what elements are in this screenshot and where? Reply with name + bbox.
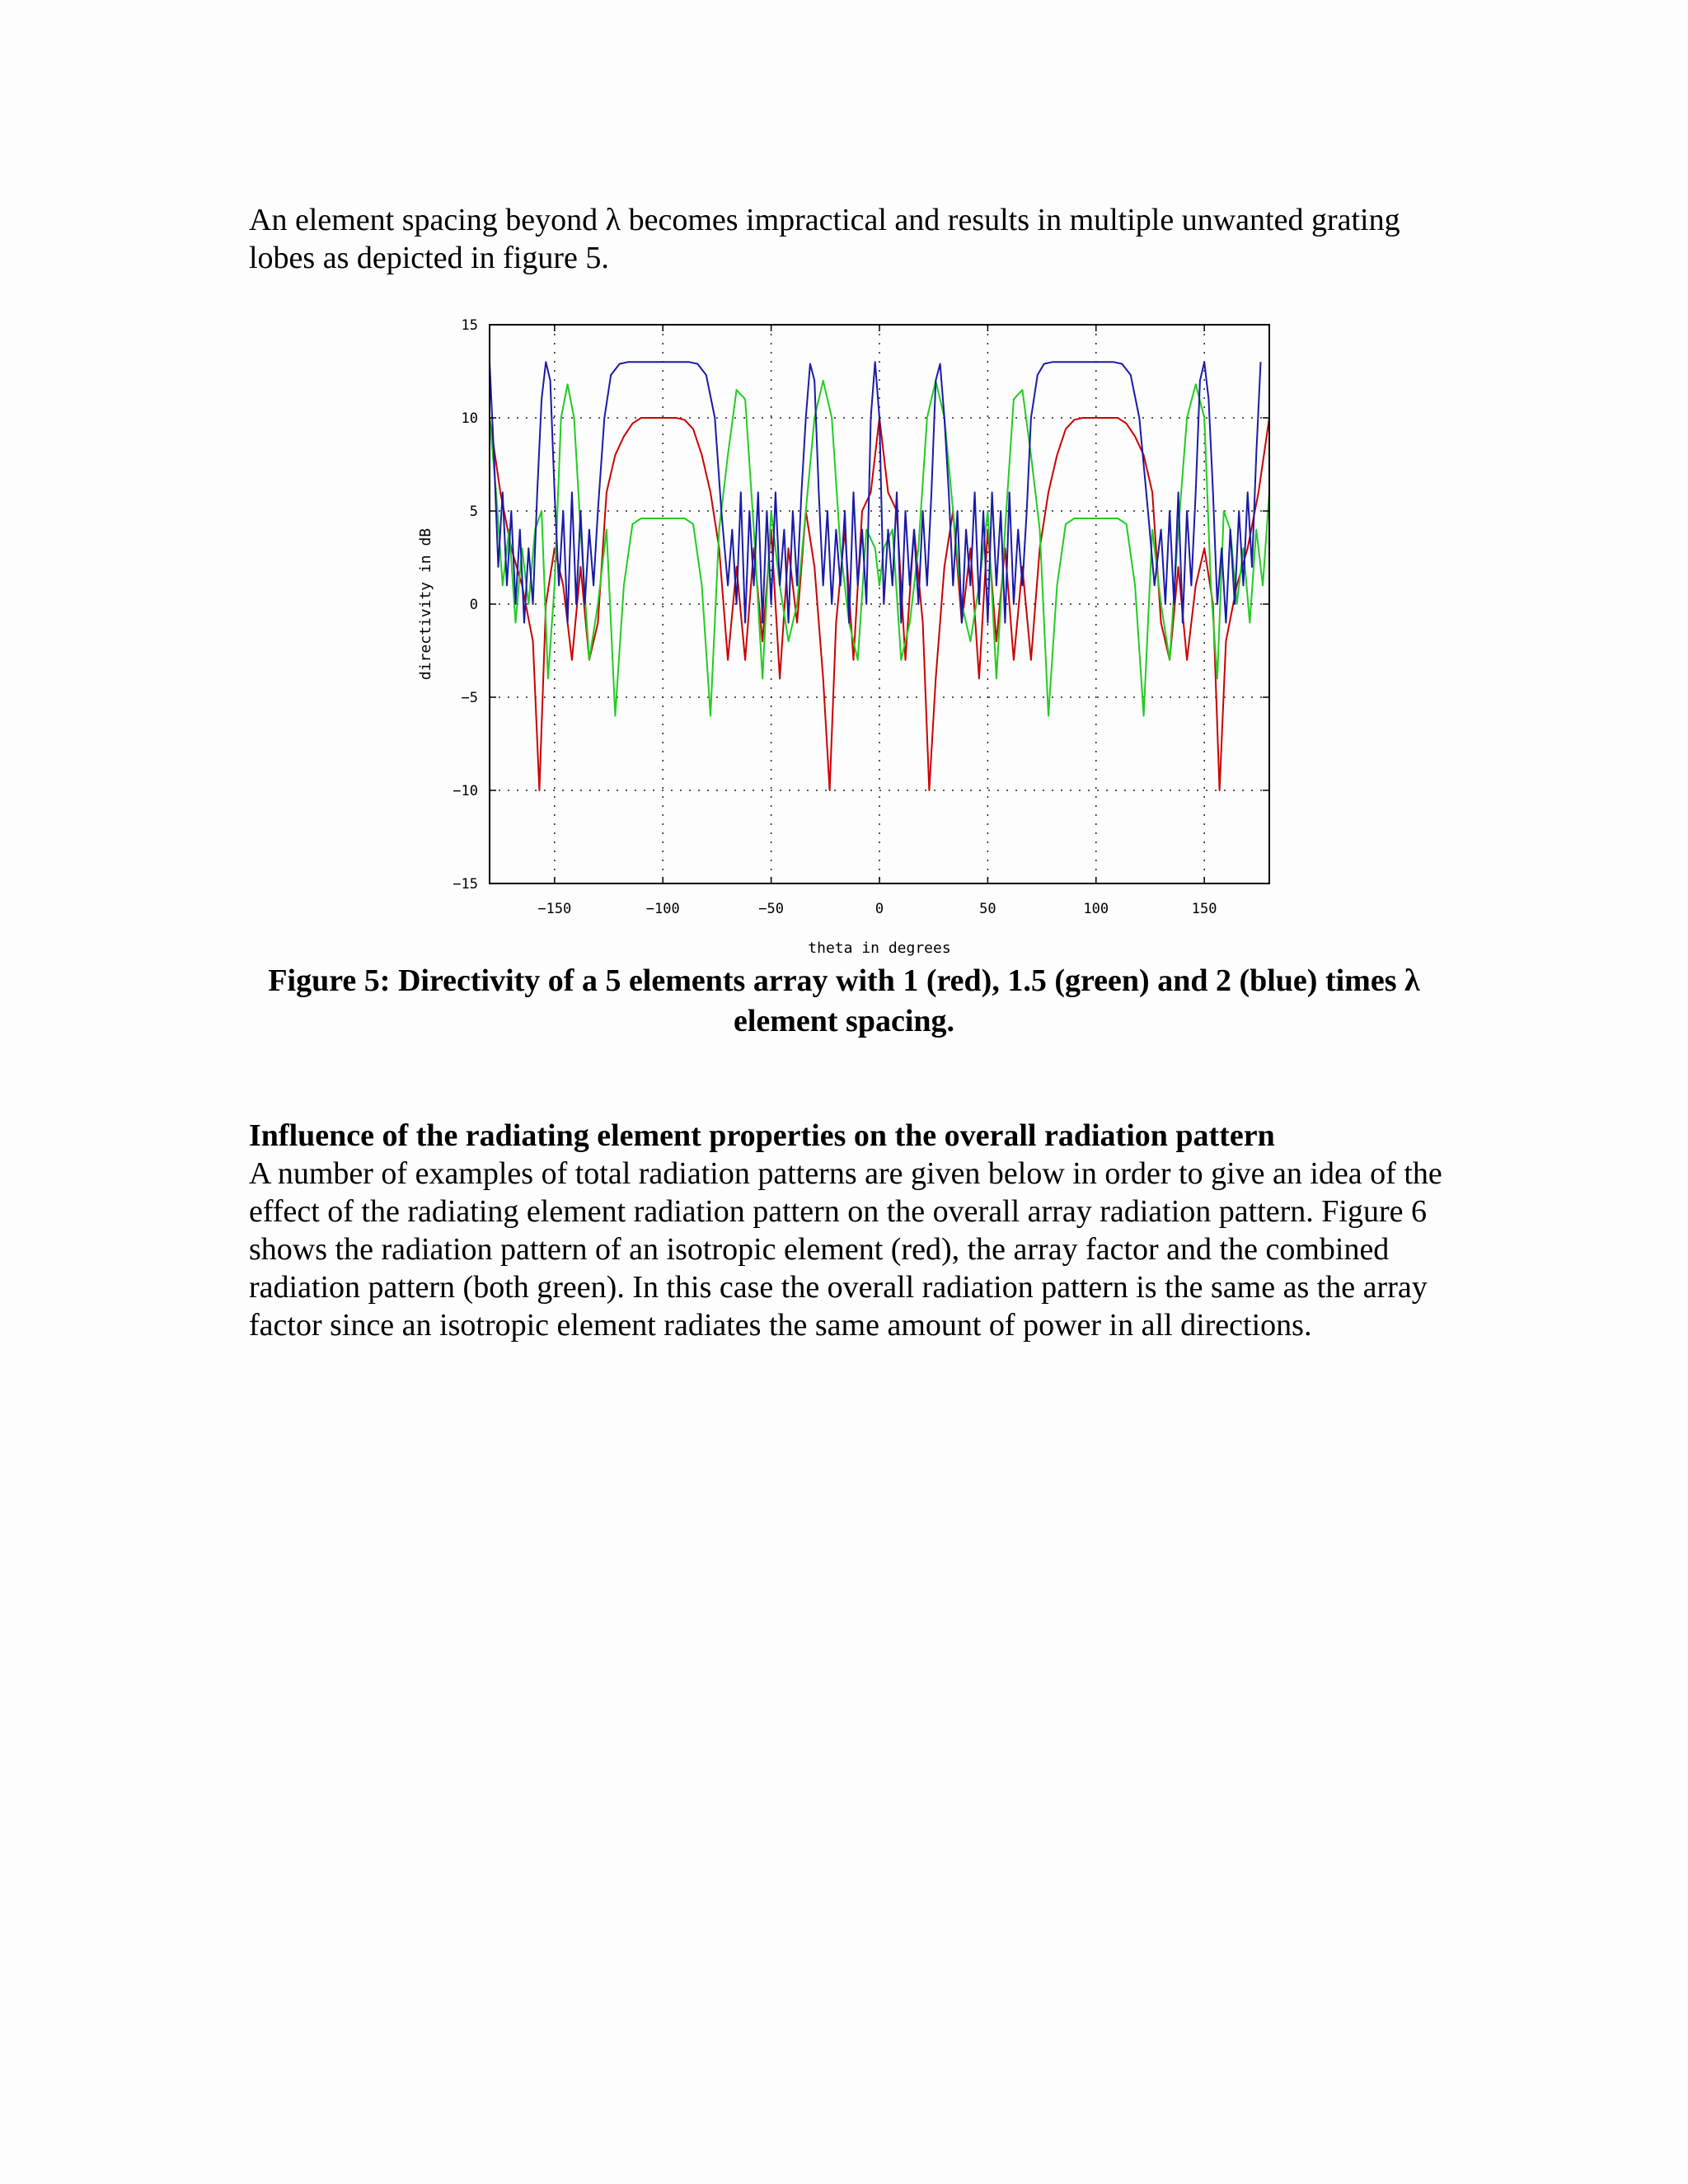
directivity-chart: [402, 313, 1292, 964]
y-tick-label: −5: [461, 690, 478, 706]
section-heading: Influence of the radiating element properties on the overall radiation pattern: [249, 1118, 1275, 1153]
x-tick-label: −50: [758, 901, 784, 917]
series-line-3: [490, 362, 1261, 622]
x-tick-label: 50: [979, 901, 996, 917]
figure-caption: Figure 5: Directivity of a 5 elements array with 1 (red), 1.5 (green) and 2 (blue) times λ element spacing.: [268, 963, 1420, 1038]
y-tick-label: −10: [452, 783, 478, 799]
y-tick-label: 15: [461, 317, 478, 334]
y-tick-label: −15: [452, 876, 478, 893]
figure-5: [402, 313, 1292, 964]
y-axis-label: directivity in dB: [417, 527, 434, 681]
y-tick-label: 10: [461, 410, 478, 427]
x-tick-label: −150: [537, 901, 572, 917]
x-tick-label: −100: [645, 901, 680, 917]
x-tick-label: 150: [1191, 901, 1217, 917]
x-axis-label: theta in degrees: [808, 940, 951, 957]
intro-paragraph: An element spacing beyond λ becomes impractical and results in multiple unwanted grating lobes as depicted in figure 5.: [249, 203, 1400, 275]
x-tick-label: 100: [1083, 901, 1109, 917]
x-tick-label: 0: [874, 901, 884, 917]
body-paragraph: A number of examples of total radiation patterns are given below in order to give an idea of the effect of the radiating element radiation pattern on the overall array radiation pattern. Figure 6 shows the radiation pattern of an isotropic element (red), the array factor and the combined radiation pattern (both green). In this case the overall radiation pattern is the same as the array factor since an isotropic element radiates the same amount of power in all directions.: [249, 1156, 1442, 1343]
y-tick-label: 5: [469, 504, 478, 520]
y-tick-label: 0: [469, 597, 478, 613]
